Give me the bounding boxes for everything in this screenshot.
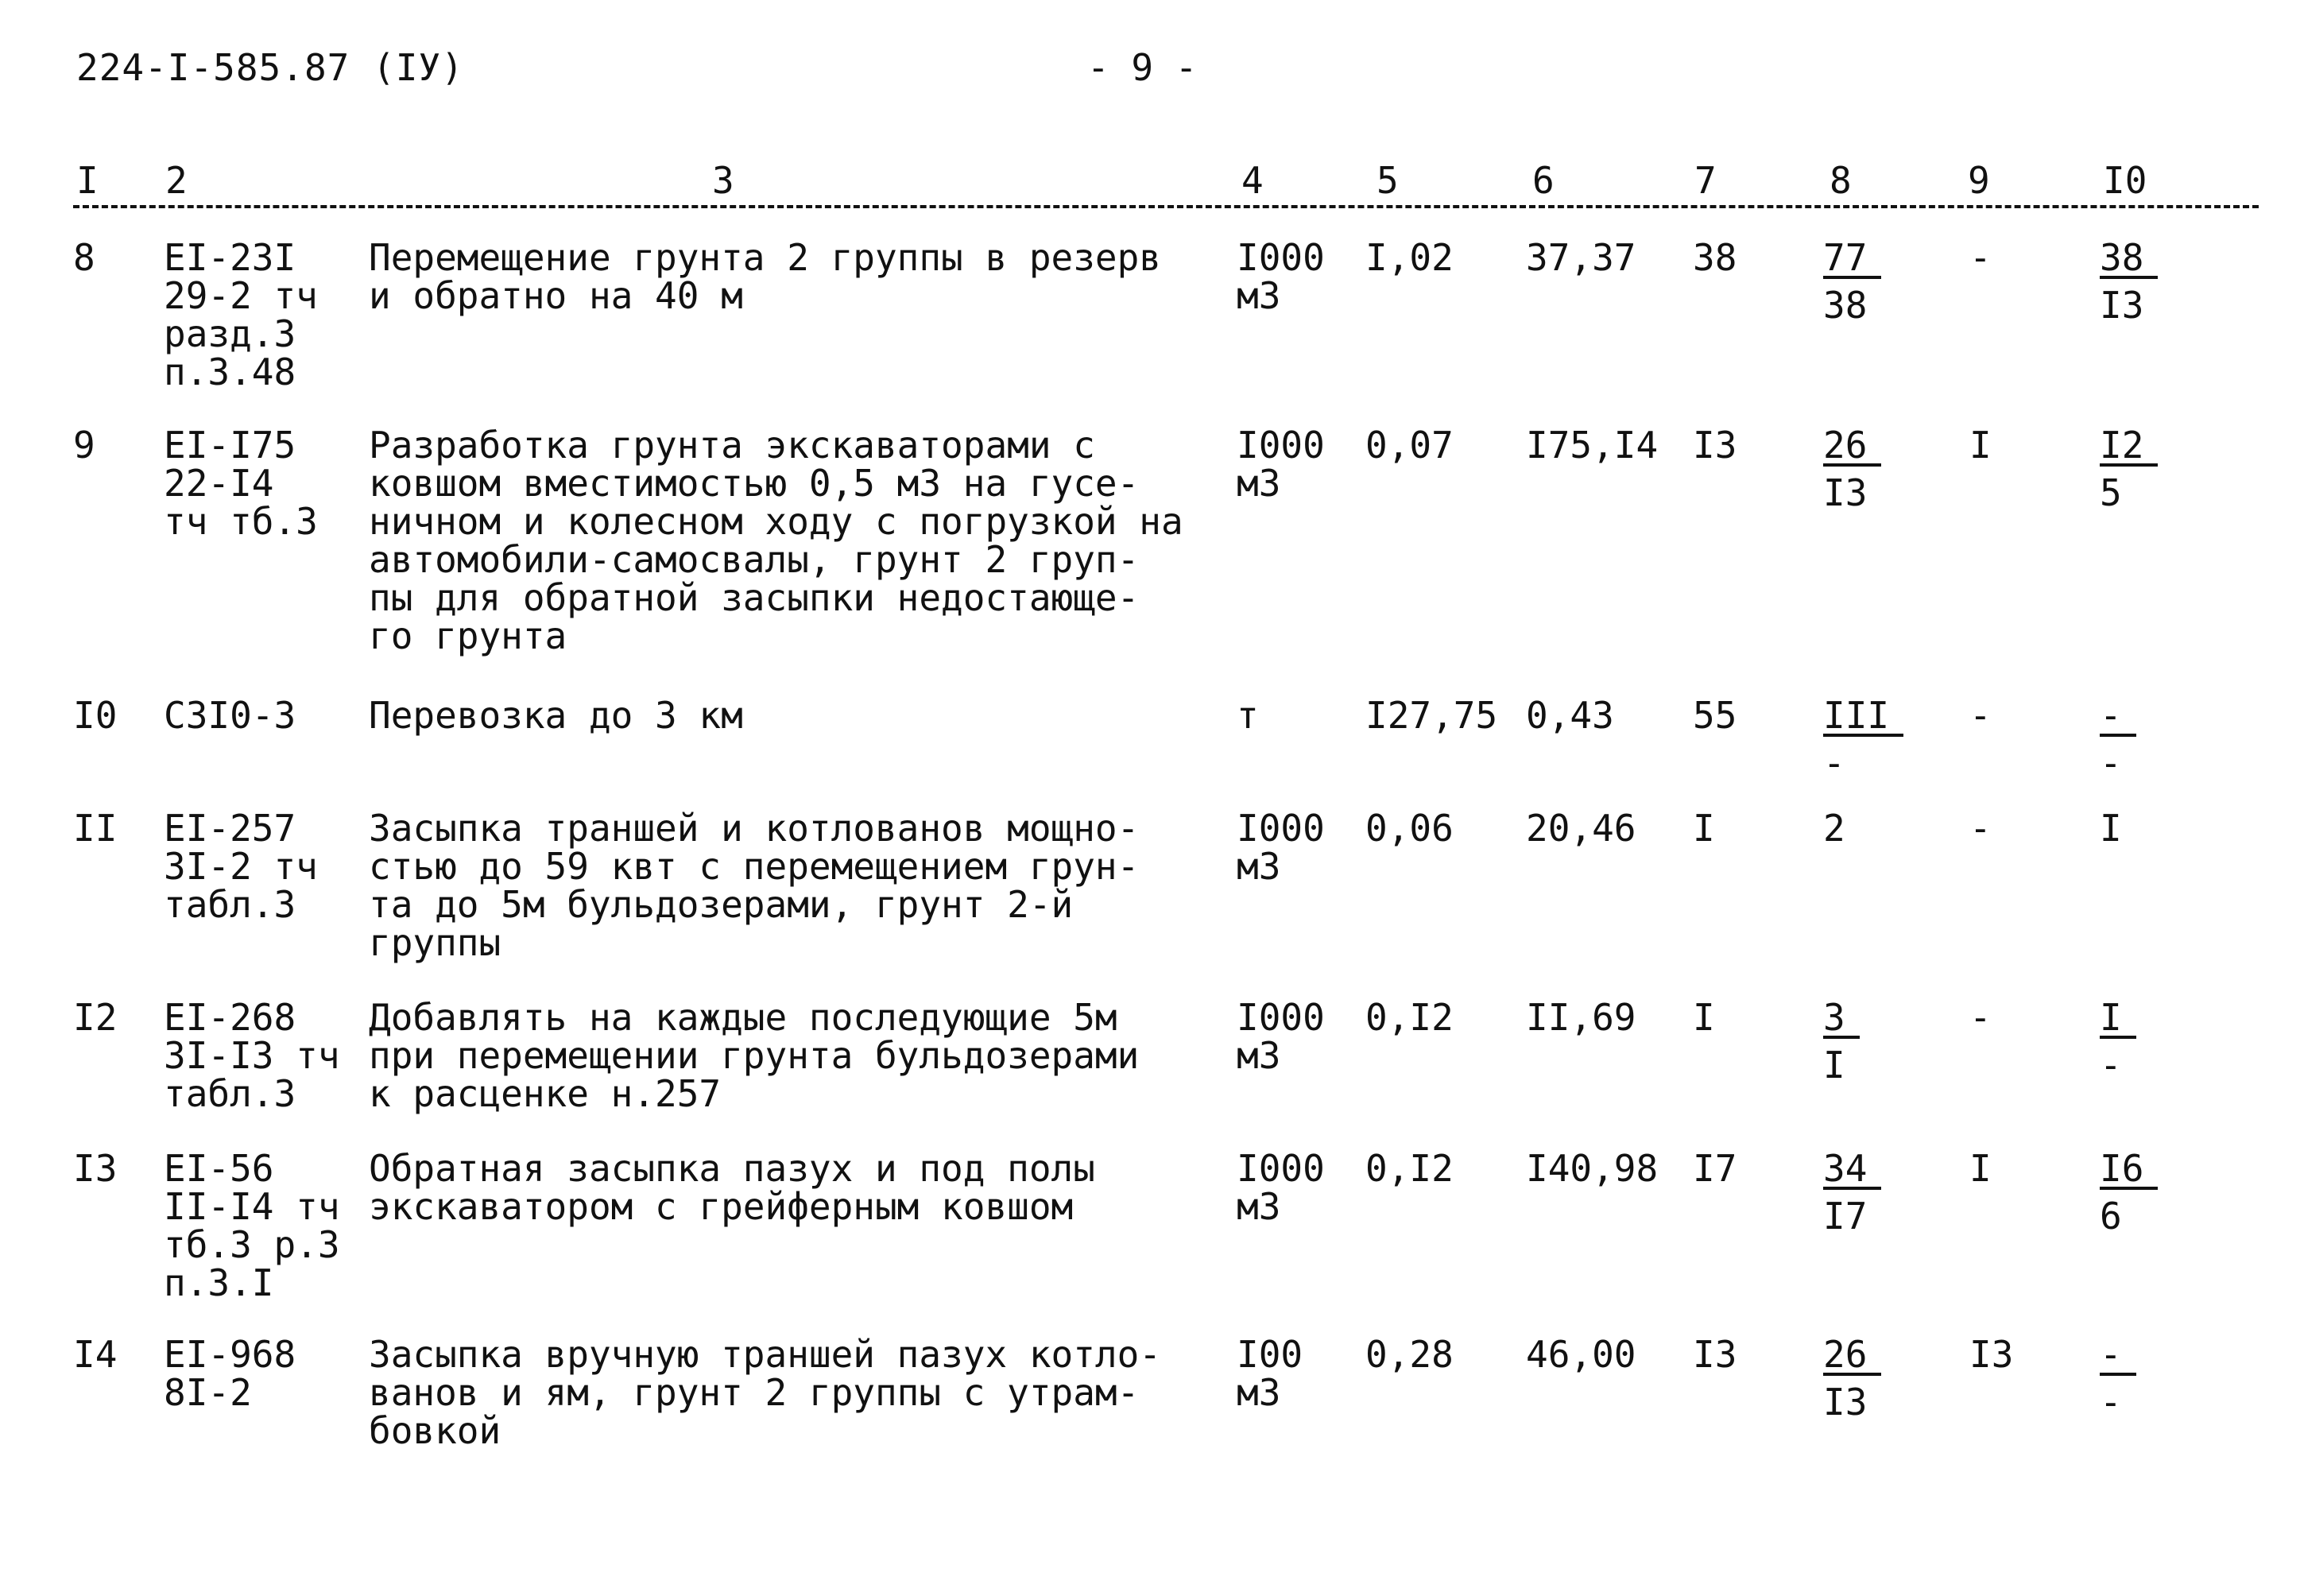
unit-price: II,69 bbox=[1526, 996, 1636, 1039]
col10-top: I bbox=[2100, 999, 2136, 1039]
unit: I00 м3 bbox=[1237, 1333, 1303, 1414]
col8-top: 77 bbox=[1823, 239, 1881, 279]
unit: I000 м3 bbox=[1237, 236, 1325, 317]
quantity: 0,I2 bbox=[1365, 996, 1454, 1039]
rate-code: С3I0-3 bbox=[164, 694, 296, 737]
col10-fraction bbox=[2100, 236, 2227, 327]
column-header-4: 4 bbox=[1241, 159, 1264, 202]
column-header-8: 8 bbox=[1830, 159, 1852, 202]
column-header-6: 6 bbox=[1532, 159, 1555, 202]
unit: I000 м3 bbox=[1237, 996, 1325, 1077]
col8-top: III bbox=[1823, 697, 1903, 737]
col10-fraction bbox=[2100, 694, 2227, 784]
col9-value: - bbox=[1969, 996, 1992, 1039]
page-number: - 9 - bbox=[1087, 46, 1198, 89]
row-number: I3 bbox=[73, 1147, 118, 1190]
col10-bottom: - bbox=[2100, 742, 2122, 784]
quantity: 0,07 bbox=[1365, 424, 1454, 467]
col8-top: 26 bbox=[1823, 1336, 1881, 1376]
column-header-7: 7 bbox=[1694, 159, 1717, 202]
work-description: Засыпка траншей и котлованов мощно- стью до 59 квт с перемещением грун- та до 5м бульдозерами, грунт 2-й группы bbox=[369, 807, 1140, 964]
total-cost: I bbox=[1693, 807, 1715, 850]
col9-value: - bbox=[1969, 694, 1992, 737]
rate-code: EI-23I 29-2 тч разд.3 п.3.48 bbox=[164, 236, 318, 393]
col8-bottom: I7 bbox=[1823, 1195, 1868, 1238]
document-code: 224-I-585.87 (IУ) bbox=[76, 46, 464, 89]
unit-price: 46,00 bbox=[1526, 1333, 1636, 1376]
unit: I000 м3 bbox=[1237, 1147, 1325, 1228]
row-number: I2 bbox=[73, 996, 118, 1039]
work-description: Добавлять на каждые последующие 5м при перемещении грунта бульдозерами к расценке н.257 bbox=[369, 996, 1140, 1115]
row-number: 9 bbox=[73, 424, 95, 467]
col8-fraction bbox=[1823, 424, 1950, 514]
col9-value: I bbox=[1969, 1147, 1992, 1190]
col10-fraction bbox=[2100, 996, 2227, 1087]
unit: т bbox=[1237, 694, 1259, 737]
rate-code: EI-I75 22-I4 тч тб.3 bbox=[164, 424, 318, 543]
col10-fraction bbox=[2100, 424, 2227, 514]
unit-price: I40,98 bbox=[1526, 1147, 1659, 1190]
total-cost: I bbox=[1693, 996, 1715, 1039]
column-header-10: I0 bbox=[2103, 159, 2147, 202]
work-description: Разработка грунта экскаваторами с ковшом вместимостью 0,5 м3 на гусе- ничном и колесном ходу с погрузкой на автомобили-самосвалы, грунт 2 груп- пы для обратной засыпки недостающе- го грунта bbox=[369, 424, 1183, 657]
unit-price: 20,46 bbox=[1526, 807, 1636, 850]
work-description: Обратная засыпка пазух и под полы экскаватором с грейферным ковшом bbox=[369, 1147, 1095, 1228]
col8-value: 2 bbox=[1823, 807, 1845, 850]
total-cost: 38 bbox=[1693, 236, 1737, 279]
quantity: 0,28 bbox=[1365, 1333, 1454, 1376]
col10-bottom: - bbox=[2100, 1044, 2122, 1087]
col10-top: I6 bbox=[2100, 1150, 2158, 1190]
row-number: I4 bbox=[73, 1333, 118, 1376]
row-number: I0 bbox=[73, 694, 118, 737]
col10-top: - bbox=[2100, 697, 2136, 737]
total-cost: I3 bbox=[1693, 1333, 1737, 1376]
col8-bottom: I bbox=[1823, 1044, 1845, 1087]
col8-top: 34 bbox=[1823, 1150, 1881, 1190]
col8-bottom: 38 bbox=[1823, 284, 1868, 327]
col9-value: - bbox=[1969, 236, 1992, 279]
column-header-9: 9 bbox=[1968, 159, 1990, 202]
quantity: 0,I2 bbox=[1365, 1147, 1454, 1190]
col10-fraction bbox=[2100, 1333, 2227, 1424]
col10-bottom: 6 bbox=[2100, 1195, 2122, 1238]
column-header-1: I bbox=[76, 159, 99, 202]
row-number: 8 bbox=[73, 236, 95, 279]
col10-fraction bbox=[2100, 1147, 2227, 1238]
rate-code: EI-257 3I-2 тч табл.3 bbox=[164, 807, 318, 926]
col8-bottom: I3 bbox=[1823, 1381, 1868, 1424]
unit-price: I75,I4 bbox=[1526, 424, 1659, 467]
col8-fraction bbox=[1823, 996, 1950, 1087]
col9-value: - bbox=[1969, 807, 1992, 850]
col10-bottom: I3 bbox=[2100, 284, 2144, 327]
unit: I000 м3 bbox=[1237, 424, 1325, 505]
work-description: Засыпка вручную траншей пазух котло- ванов и ям, грунт 2 группы с утрам- бовкой bbox=[369, 1333, 1161, 1452]
column-header-2: 2 bbox=[165, 159, 188, 202]
total-cost: I7 bbox=[1693, 1147, 1737, 1190]
total-cost: 55 bbox=[1693, 694, 1737, 737]
work-description: Перевозка до 3 км bbox=[369, 694, 743, 737]
quantity: I27,75 bbox=[1365, 694, 1498, 737]
col10-top: 38 bbox=[2100, 239, 2158, 279]
unit-price: 37,37 bbox=[1526, 236, 1636, 279]
row-number: II bbox=[73, 807, 118, 850]
col8-fraction bbox=[1823, 236, 1950, 327]
work-description: Перемещение грунта 2 группы в резерв и обратно на 40 м bbox=[369, 236, 1161, 317]
quantity: 0,06 bbox=[1365, 807, 1454, 850]
col10-bottom: - bbox=[2100, 1381, 2122, 1424]
rate-code: EI-968 8I-2 bbox=[164, 1333, 296, 1414]
unit: I000 м3 bbox=[1237, 807, 1325, 888]
col8-fraction bbox=[1823, 694, 1950, 784]
col9-value: I bbox=[1969, 424, 1992, 467]
rate-code: EI-56 II-I4 тч тб.3 р.3 п.3.I bbox=[164, 1147, 340, 1304]
quantity: I,02 bbox=[1365, 236, 1454, 279]
header-divider bbox=[73, 205, 2259, 208]
col10-top: I2 bbox=[2100, 427, 2158, 467]
col8-fraction bbox=[1823, 1147, 1950, 1238]
col10-bottom: 5 bbox=[2100, 471, 2122, 514]
col10-value: I bbox=[2100, 807, 2122, 850]
col9-value: I3 bbox=[1969, 1333, 2014, 1376]
column-header-row bbox=[0, 159, 2300, 210]
total-cost: I3 bbox=[1693, 424, 1737, 467]
unit-price: 0,43 bbox=[1526, 694, 1614, 737]
col8-top: 3 bbox=[1823, 999, 1860, 1039]
rate-code: EI-268 3I-I3 тч табл.3 bbox=[164, 996, 340, 1115]
col8-top: 26 bbox=[1823, 427, 1881, 467]
column-header-5: 5 bbox=[1377, 159, 1399, 202]
col10-top: - bbox=[2100, 1336, 2136, 1376]
col8-bottom: I3 bbox=[1823, 471, 1868, 514]
col8-fraction bbox=[1823, 1333, 1950, 1424]
col8-bottom: - bbox=[1823, 742, 1845, 784]
column-header-3: 3 bbox=[712, 159, 734, 202]
